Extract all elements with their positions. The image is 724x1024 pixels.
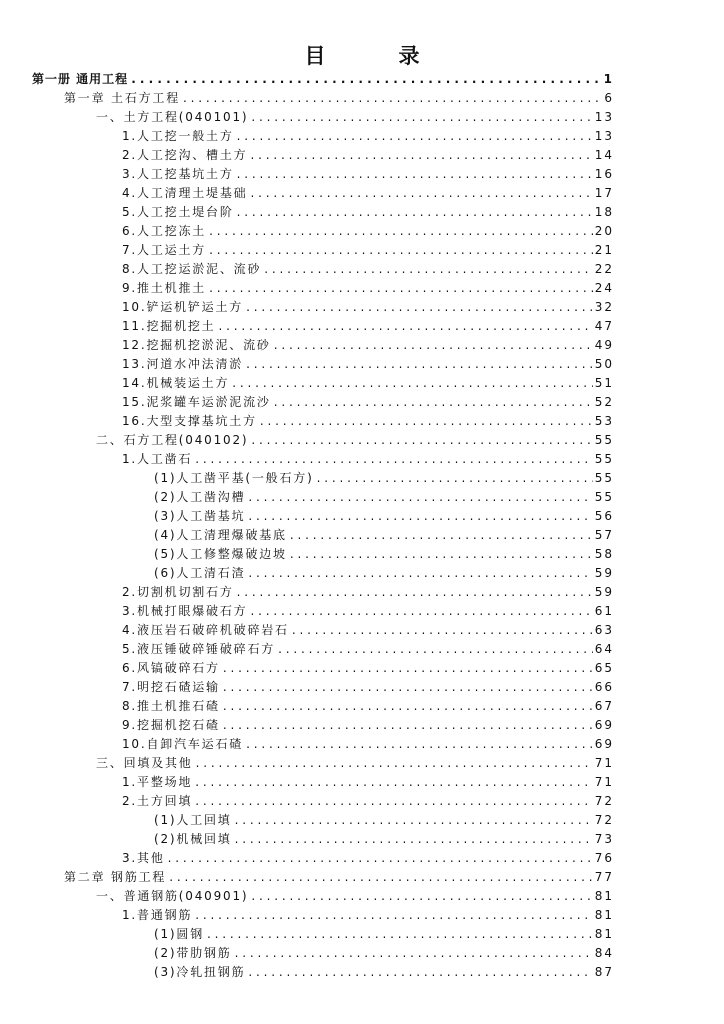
- toc-entry-label: (1)圆钢: [154, 927, 204, 941]
- toc-leader-dots: [183, 89, 602, 107]
- toc-entry[interactable]: [122, 146, 614, 164]
- toc-leader-dots: [209, 222, 593, 240]
- toc-entry-label: 一、普通钢筋(040901): [96, 889, 249, 903]
- toc-entry-label: 第一章 土石方工程: [64, 91, 181, 105]
- toc-leader-dots: [248, 963, 592, 981]
- toc-leader-dots: [235, 944, 593, 962]
- toc-entry[interactable]: [122, 355, 614, 373]
- toc-leader-dots: [209, 241, 593, 259]
- toc-page-number: 59: [594, 566, 614, 580]
- toc-page-number: 61: [594, 604, 614, 618]
- toc-page-number: 51: [594, 376, 614, 390]
- toc-page-number: 55: [594, 471, 614, 485]
- toc-entry[interactable]: [154, 526, 614, 544]
- toc-page-number: 22: [594, 262, 614, 276]
- toc-entry-label: 5.人工挖土堤台阶: [122, 205, 234, 219]
- toc-entry-label: 7.人工运土方: [122, 243, 207, 257]
- toc-entry-label: 8.推土机推石碴: [122, 699, 220, 713]
- toc-page-number: 18: [594, 205, 614, 219]
- toc-entry[interactable]: [64, 868, 614, 886]
- toc-page-number: 13: [594, 129, 614, 143]
- toc-leader-dots: [248, 507, 592, 525]
- toc-page-number: 73: [594, 832, 614, 846]
- toc-leader-dots: [169, 868, 593, 886]
- toc-page-number: 47: [594, 319, 614, 333]
- toc-page-number: 81: [594, 889, 614, 903]
- toc-page-number: 67: [594, 699, 614, 713]
- toc-leader-dots: [168, 849, 593, 867]
- toc-leader-dots: [223, 678, 593, 696]
- toc-page-number: 63: [594, 623, 614, 637]
- toc-entry[interactable]: [154, 925, 614, 943]
- toc-page-number: 24: [594, 281, 614, 295]
- toc-page-number: 21: [594, 243, 614, 257]
- toc-entry-label: (1)人工凿平基(一般石方): [154, 471, 314, 485]
- toc-leader-dots: [251, 108, 592, 126]
- toc-leader-dots: [237, 127, 593, 145]
- toc-entry[interactable]: [154, 507, 614, 525]
- toc-leader-dots: [251, 887, 592, 905]
- toc-entry[interactable]: [122, 792, 614, 810]
- toc-page-number: 71: [594, 756, 614, 770]
- toc-entry[interactable]: [122, 127, 614, 145]
- toc-page-number: 76: [594, 851, 614, 865]
- toc-page-number: 72: [594, 794, 614, 808]
- toc-leader-dots: [250, 184, 592, 202]
- toc-leader-dots: [218, 317, 592, 335]
- toc-entry-label: 15.泥浆罐车运淤泥流沙: [122, 395, 271, 409]
- toc-entry[interactable]: [154, 811, 614, 829]
- toc-entry-label: 4.液压岩石破碎机破碎岩石: [122, 623, 289, 637]
- toc-page-number: 1: [603, 72, 614, 86]
- toc-entry-label: 1.人工凿石: [122, 452, 193, 466]
- toc-leader-dots: [290, 526, 593, 544]
- toc-entry[interactable]: [154, 944, 614, 962]
- toc-entry[interactable]: [32, 70, 614, 88]
- toc-entry-label: 2.土方回填: [122, 794, 193, 808]
- toc-leader-dots: [237, 165, 593, 183]
- toc-page-number: 64: [594, 642, 614, 656]
- toc-leader-dots: [235, 830, 593, 848]
- toc-entry[interactable]: [122, 906, 614, 924]
- toc-entry[interactable]: [154, 963, 614, 981]
- toc-entry[interactable]: [122, 583, 614, 601]
- toc-entry-label: 10.铲运机铲运土方: [122, 300, 244, 314]
- toc-leader-dots: [237, 203, 593, 221]
- toc-entry[interactable]: [122, 165, 614, 183]
- toc-entry-label: (6)人工清石渣: [154, 566, 246, 580]
- toc-entry-label: 第一册 通用工程: [32, 72, 129, 86]
- toc-leader-dots: [248, 564, 592, 582]
- toc-entry[interactable]: [122, 260, 614, 278]
- toc-entry-label: 1.普通钢筋: [122, 908, 193, 922]
- toc-leader-dots: [264, 260, 592, 278]
- toc-page-number: 6: [604, 91, 614, 105]
- toc-entry-label: (3)冷轧扭钢筋: [154, 965, 246, 979]
- toc-entry[interactable]: [122, 203, 614, 221]
- toc-entry-label: (3)人工凿基坑: [154, 509, 246, 523]
- toc-entry[interactable]: [122, 659, 614, 677]
- toc-leader-dots: [232, 374, 592, 392]
- toc-page-number: 71: [594, 775, 614, 789]
- toc-entry[interactable]: [122, 241, 614, 259]
- toc-leader-dots: [195, 450, 592, 468]
- toc-entry[interactable]: [122, 184, 614, 202]
- toc-leader-dots: [195, 773, 592, 791]
- toc-entry[interactable]: [154, 564, 614, 582]
- toc-entry[interactable]: [154, 830, 614, 848]
- toc-entry[interactable]: [122, 640, 614, 658]
- toc-entry[interactable]: [122, 279, 614, 297]
- toc-leader-dots: [223, 697, 593, 715]
- toc-page-number: 55: [594, 433, 614, 447]
- toc-entry-label: 二、石方工程(040102): [96, 433, 249, 447]
- toc-leader-dots: [250, 146, 592, 164]
- toc-entry[interactable]: [122, 678, 614, 696]
- toc-entry-label: 1.平整场地: [122, 775, 193, 789]
- toc-entry[interactable]: [96, 754, 614, 772]
- toc-entry[interactable]: [64, 89, 614, 107]
- toc-entry[interactable]: [96, 108, 614, 126]
- toc-entry-label: 9.挖掘机挖石碴: [122, 718, 220, 732]
- toc-leader-dots: [131, 70, 601, 88]
- toc-entry-label: (5)人工修整爆破边坡: [154, 547, 287, 561]
- toc-entry[interactable]: [122, 374, 614, 392]
- toc-leader-dots: [260, 412, 593, 430]
- toc-leader-dots: [246, 735, 593, 753]
- toc-entry[interactable]: [122, 298, 614, 316]
- toc-leader-dots: [248, 488, 592, 506]
- toc-page-number: 55: [594, 490, 614, 504]
- toc-page-number: 81: [594, 927, 614, 941]
- toc-leader-dots: [237, 583, 593, 601]
- toc-leader-dots: [317, 469, 593, 487]
- toc-entry[interactable]: [122, 849, 614, 867]
- toc-entry-label: 9.推土机推土: [122, 281, 207, 295]
- toc-leader-dots: [251, 431, 592, 449]
- toc-leader-dots: [207, 925, 593, 943]
- toc-entry-label: 11.挖掘机挖土: [122, 319, 216, 333]
- toc-page-number: 69: [594, 718, 614, 732]
- toc-leader-dots: [290, 545, 593, 563]
- page-title: 目 录: [304, 44, 446, 68]
- toc-page-number: 32: [594, 300, 614, 314]
- toc-page-number: 81: [594, 908, 614, 922]
- toc-leader-dots: [195, 792, 592, 810]
- toc-page-number: 53: [594, 414, 614, 428]
- toc-entry-label: 3.机械打眼爆破石方: [122, 604, 248, 618]
- toc-page-number: 69: [594, 737, 614, 751]
- toc-page-number: 77: [594, 870, 614, 884]
- toc-entry-label: (4)人工清理爆破基底: [154, 528, 287, 542]
- toc-page-number: 13: [594, 110, 614, 124]
- toc-page-number: 17: [594, 186, 614, 200]
- toc-entry[interactable]: [122, 317, 614, 335]
- toc-leader-dots: [235, 811, 593, 829]
- toc-entry[interactable]: [122, 602, 614, 620]
- toc-page-number: 66: [594, 680, 614, 694]
- toc-entry[interactable]: [122, 621, 614, 639]
- toc-entry[interactable]: [122, 222, 614, 240]
- toc-entry-label: 12.挖掘机挖淤泥、流砂: [122, 338, 271, 352]
- toc-page-number: 16: [594, 167, 614, 181]
- toc-entry-label: 4.人工清理土堤基础: [122, 186, 248, 200]
- toc-entry[interactable]: [154, 469, 614, 487]
- toc-entry[interactable]: [154, 545, 614, 563]
- toc-page-number: 87: [594, 965, 614, 979]
- toc-entry-label: 6.人工挖冻土: [122, 224, 207, 238]
- toc-entry-label: (2)人工凿沟槽: [154, 490, 246, 504]
- toc-leader-dots: [278, 640, 593, 658]
- toc-entry[interactable]: [122, 336, 614, 354]
- toc-entry-label: 7.明挖石碴运输: [122, 680, 220, 694]
- toc-page-number: 56: [594, 509, 614, 523]
- toc-entry-label: 5.液压锤破碎锤破碎石方: [122, 642, 276, 656]
- toc-page-number: 14: [594, 148, 614, 162]
- toc-entry[interactable]: [96, 431, 614, 449]
- toc-entry-label: 2.切割机切割石方: [122, 585, 234, 599]
- toc-entry[interactable]: [122, 412, 614, 430]
- toc-entry-label: 1.人工挖一般土方: [122, 129, 234, 143]
- toc-page-number: 72: [594, 813, 614, 827]
- toc-entry-label: 8.人工挖运淤泥、流砂: [122, 262, 262, 276]
- toc-entry[interactable]: [122, 773, 614, 791]
- toc-leader-dots: [274, 393, 593, 411]
- toc-page-number: 52: [594, 395, 614, 409]
- toc-entry[interactable]: [154, 488, 614, 506]
- toc-leader-dots: [195, 906, 592, 924]
- toc-entry-label: 16.大型支撑基坑土方: [122, 414, 257, 428]
- toc-leader-dots: [246, 355, 593, 373]
- toc-leader-dots: [246, 298, 593, 316]
- toc-page-number: 55: [594, 452, 614, 466]
- toc-page-number: 58: [594, 547, 614, 561]
- toc-page-number: 57: [594, 528, 614, 542]
- toc-leader-dots: [292, 621, 593, 639]
- toc-page-number: 20: [594, 224, 614, 238]
- toc-entry-label: 14.机械装运土方: [122, 376, 230, 390]
- toc-page-number: 65: [594, 661, 614, 675]
- toc-entry[interactable]: [122, 697, 614, 715]
- toc-leader-dots: [223, 716, 593, 734]
- toc-entry-label: 第二章 钢筋工程: [64, 870, 167, 884]
- toc-entry-label: 6.风镐破碎石方: [122, 661, 220, 675]
- toc-entry-label: (2)机械回填: [154, 832, 232, 846]
- toc-entry-label: (2)带肋钢筋: [154, 946, 232, 960]
- toc-entry-label: 13.河道水冲法清淤: [122, 357, 244, 371]
- toc-leader-dots: [196, 754, 593, 772]
- toc-entry-label: 10.自卸汽车运石碴: [122, 737, 244, 751]
- toc-leader-dots: [250, 602, 592, 620]
- toc-entry-label: 一、土方工程(040101): [96, 110, 249, 124]
- toc-page-number: 84: [594, 946, 614, 960]
- toc-entry[interactable]: [122, 450, 614, 468]
- toc-entry[interactable]: [122, 393, 614, 411]
- toc-page-number: 50: [594, 357, 614, 371]
- toc-page-number: 49: [594, 338, 614, 352]
- toc-entry-label: 3.其他: [122, 851, 165, 865]
- toc-entry[interactable]: [122, 735, 614, 753]
- toc-leader-dots: [274, 336, 593, 354]
- toc-entry[interactable]: [122, 716, 614, 734]
- toc-entry-label: (1)人工回填: [154, 813, 232, 827]
- toc-leader-dots: [223, 659, 593, 677]
- toc-entry-label: 3.人工挖基坑土方: [122, 167, 234, 181]
- toc-leader-dots: [209, 279, 593, 297]
- toc-entry-label: 2.人工挖沟、槽土方: [122, 148, 248, 162]
- toc-entry-label: 三、回填及其他: [96, 756, 193, 770]
- toc-page-number: 59: [594, 585, 614, 599]
- toc-entry[interactable]: [96, 887, 614, 905]
